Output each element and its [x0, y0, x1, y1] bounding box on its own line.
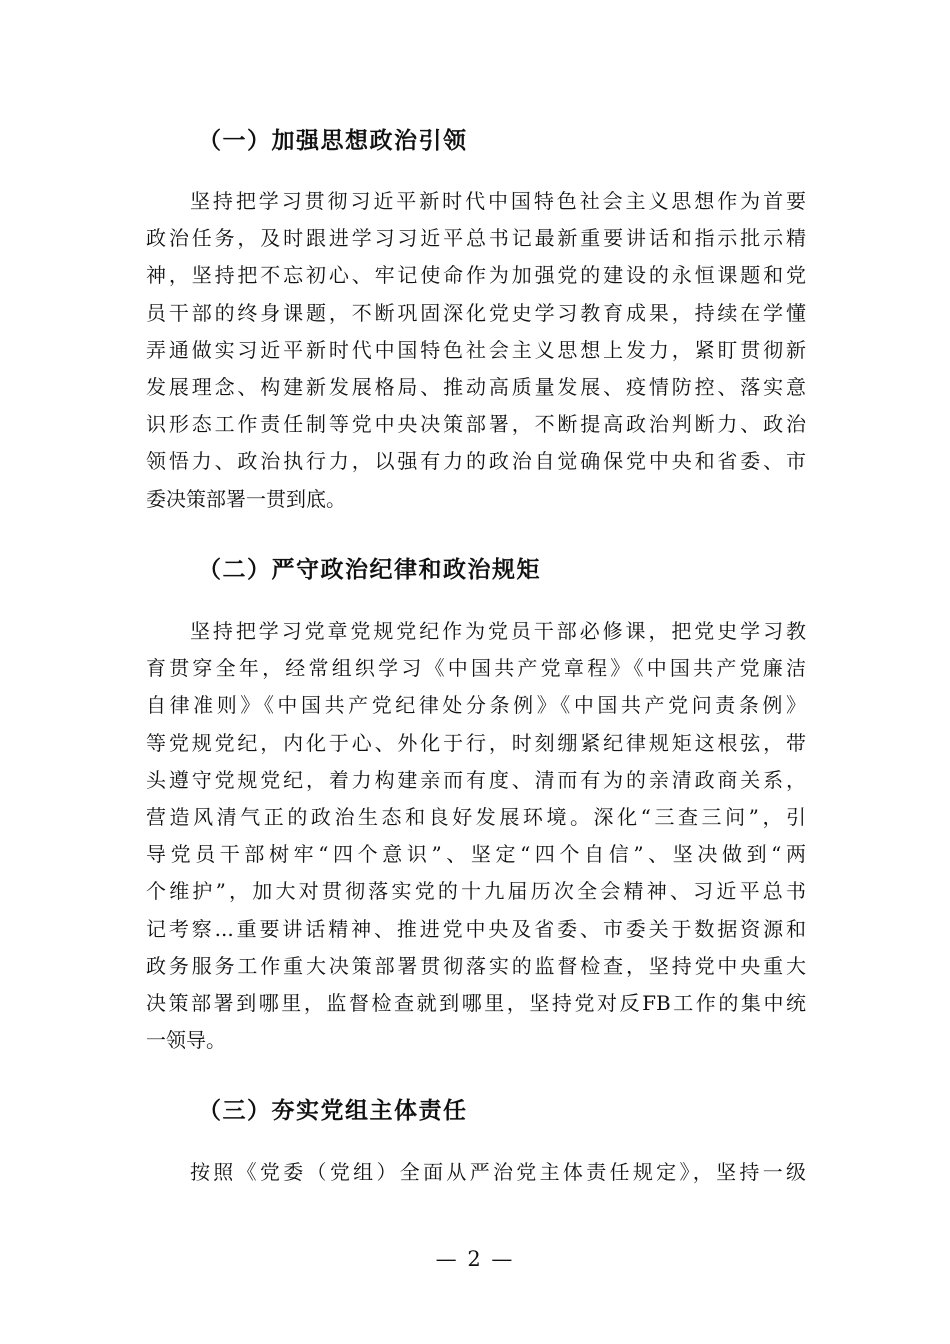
paragraph-line: 头遵守党规党纪，着力构建亲而有度、清而有为的亲清政商关系， [146, 767, 806, 792]
section-paragraph-1 [146, 183, 806, 518]
paragraph-line: 导党员干部树牢“四个意识”、坚定“四个自信”、坚决做到“两 [146, 842, 806, 867]
paragraph-line: 员干部的终身课题，不断巩固深化党史学习教育成果，持续在学懂 [146, 300, 806, 325]
paragraph-line: 育贯穿全年，经常组织学习《中国共产党章程》《中国共产党廉洁 [146, 656, 806, 681]
paragraph-line: 领悟力、政治执行力，以强有力的政治自觉确保党中央和省委、市 [146, 449, 806, 474]
paragraph-line: 委决策部署一贯到底。 [146, 486, 346, 511]
section-heading-3: （三）夯实党组主体责任 [198, 1098, 468, 1124]
paragraph-line: 发展理念、构建新发展格局、推动高质量发展、疫情防控、落实意 [146, 374, 806, 399]
section-heading-2: （二）严守政治纪律和政治规矩 [198, 557, 541, 583]
paragraph-line: 决策部署到哪里，监督检查就到哪里，坚持党对反FB工作的集中统 [146, 990, 806, 1015]
paragraph-line: 政治任务，及时跟进学习习近平总书记最新重要讲话和指示批示精 [146, 226, 806, 251]
section-paragraph-3 [146, 1154, 806, 1191]
section-paragraph-2 [146, 613, 806, 1059]
paragraph-line: 按照《党委（党组）全面从严治党主体责任规定》，坚持一级 [190, 1160, 806, 1184]
paragraph-line: 坚持把学习贯彻习近平新时代中国特色社会主义思想作为首要 [190, 189, 806, 213]
section-heading-1: （一）加强思想政治引领 [198, 128, 468, 154]
paragraph-line: 个维护”，加大对贯彻落实党的十九届历次全会精神、习近平总书 [146, 879, 806, 904]
paragraph-line: 自律准则》《中国共产党纪律处分条例》《中国共产党问责条例》 [146, 693, 806, 718]
page-number: — 2 — [435, 1247, 515, 1271]
paragraph-line: 坚持把学习党章党规党纪作为党员干部必修课，把党史学习教 [190, 619, 806, 643]
paragraph-line: 弄通做实习近平新时代中国特色社会主义思想上发力，紧盯贯彻新 [146, 337, 806, 362]
paragraph-line: 一领导。 [146, 1028, 226, 1053]
paragraph-line: 营造风清气正的政治生态和良好发展环境。深化“三查三问”，引 [146, 804, 806, 829]
paragraph-line: 等党规党纪，内化于心、外化于行，时刻绷紧纪律规矩这根弦，带 [146, 730, 806, 755]
paragraph-line: 政务服务工作重大决策部署贯彻落实的监督检查，坚持党中央重大 [146, 953, 806, 978]
paragraph-line: 神，坚持把不忘初心、牢记使命作为加强党的建设的永恒课题和党 [146, 263, 806, 288]
paragraph-line: 识形态工作责任制等党中央决策部署，不断提高政治判断力、政治 [146, 412, 806, 437]
paragraph-line: 记考察...重要讲话精神、推进党中央及省委、市委关于数据资源和 [146, 916, 806, 941]
